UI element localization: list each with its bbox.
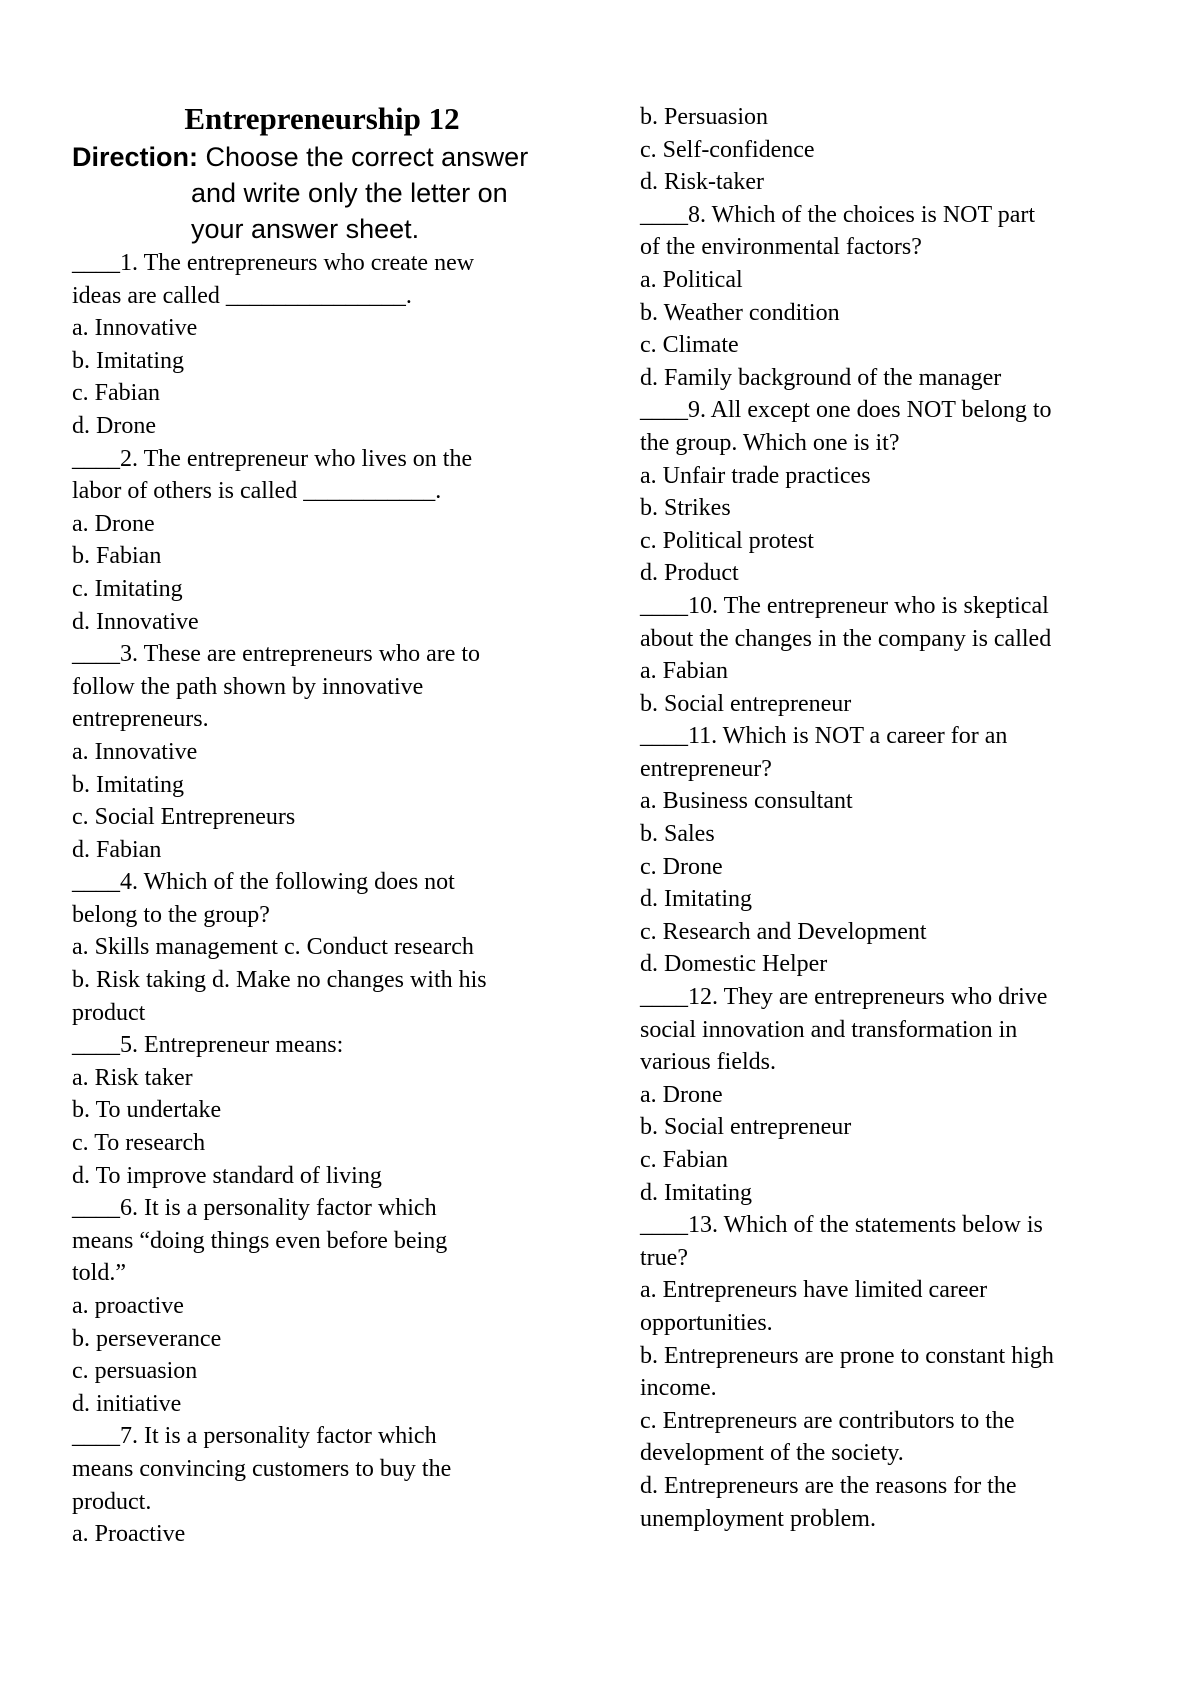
answer-option: c. Climate xyxy=(640,332,739,359)
question-text-line: unemployment problem. xyxy=(640,1505,876,1532)
answer-option: d. Drone xyxy=(72,412,156,439)
answer-option: b. Entrepreneurs are prone to constant high xyxy=(640,1342,1054,1369)
question-text-line: belong to the group? xyxy=(72,901,270,928)
answer-option: d. Entrepreneurs are the reasons for the xyxy=(640,1472,1017,1499)
answer-option: b. Sales xyxy=(640,821,715,848)
question-text-line: of the environmental factors? xyxy=(640,234,922,261)
left-question-list xyxy=(72,247,572,1551)
question-text-line: means “doing things even before being xyxy=(72,1227,448,1254)
question-stem-line: ____9. All except one does NOT belong to xyxy=(640,397,1052,424)
answer-option: b. Weather condition xyxy=(640,299,840,326)
answer-option: c. Self-confidence xyxy=(640,136,815,163)
answer-option: a. Proactive xyxy=(72,1521,186,1548)
question-stem-line: ____10. The entrepreneur who is skeptical xyxy=(640,592,1049,619)
answer-option: c. To research xyxy=(72,1130,206,1157)
question-text-line: about the changes in the company is called xyxy=(640,625,1052,652)
answer-option: a. Drone xyxy=(640,1081,723,1108)
question-stem-line: ____13. Which of the statements below is xyxy=(640,1212,1043,1239)
answer-option: c. Fabian xyxy=(640,1147,728,1173)
question-text-line: product xyxy=(72,999,146,1026)
answer-option: b. Persuasion xyxy=(640,104,768,130)
question-text-line: ideas are called _______________. xyxy=(72,282,412,309)
question-text-line: development of the society. xyxy=(640,1440,904,1467)
answer-option: b. Imitating xyxy=(72,347,184,374)
answer-option: d. Risk-taker xyxy=(640,169,764,196)
question-stem-line: ____8. Which of the choices is NOT part xyxy=(640,201,1036,228)
answer-option: c. Political protest xyxy=(640,527,814,554)
direction-continued xyxy=(72,175,572,247)
answer-option: a. Fabian xyxy=(640,658,728,685)
question-stem-line: ____1. The entrepreneurs who create new xyxy=(72,250,475,276)
answer-option: a. Innovative xyxy=(72,315,198,342)
question-text-line: various fields. xyxy=(640,1049,776,1076)
answer-option: c. Research and Development xyxy=(640,918,927,945)
question-text-line: product. xyxy=(72,1488,152,1515)
answer-option: b. To undertake xyxy=(72,1097,222,1124)
question-text-line: entrepreneurs. xyxy=(72,706,209,733)
direction-line-1: Choose the correct answer xyxy=(205,142,529,172)
question-text-line: social innovation and transformation in xyxy=(640,1016,1018,1043)
answer-option: b. Risk taking d. Make no changes with his xyxy=(72,967,487,994)
answer-option: d. Domestic Helper xyxy=(640,951,828,978)
answer-option: c. Drone xyxy=(640,853,723,880)
answer-option: c. Fabian xyxy=(72,380,160,407)
question-text-line: income. xyxy=(640,1375,717,1402)
answer-option: a. Skills management c. Conduct research xyxy=(72,934,474,961)
question-text-line: means convincing customers to buy the xyxy=(72,1455,452,1482)
answer-option: d. initiative xyxy=(72,1390,182,1417)
question-text-line: told.” xyxy=(72,1260,126,1287)
question-stem-line: ____6. It is a personality factor which xyxy=(72,1195,437,1222)
answer-option: b. Fabian xyxy=(72,543,162,570)
question-text-line: opportunities. xyxy=(640,1309,773,1336)
question-text-line: labor of others is called ___________. xyxy=(72,478,442,505)
direction-line-3: your answer sheet. xyxy=(191,214,420,244)
answer-option: b. Imitating xyxy=(72,771,184,798)
question-stem-line: ____11. Which is NOT a career for an xyxy=(640,723,1008,750)
question-text-line: follow the path shown by innovative xyxy=(72,673,424,700)
question-stem-line: ____5. Entrepreneur means: xyxy=(72,1032,344,1059)
answer-option: d. Innovative xyxy=(72,608,199,635)
answer-option: a. Political xyxy=(640,266,743,293)
answer-option: d. To improve standard of living xyxy=(72,1162,382,1189)
direction-line-2: and write only the letter on xyxy=(191,178,508,208)
question-stem-line: ____12. They are entrepreneurs who drive xyxy=(640,984,1048,1011)
direction-block xyxy=(72,139,572,175)
answer-option: a. Entrepreneurs have limited career xyxy=(640,1277,988,1304)
answer-option: c. Imitating xyxy=(72,575,183,602)
left-column xyxy=(72,100,572,1551)
question-text-line: the group. Which one is it? xyxy=(640,429,900,456)
direction-label: Direction: xyxy=(72,142,199,172)
answer-option: a. Innovative xyxy=(72,738,198,765)
answer-option: c. persuasion xyxy=(72,1358,198,1385)
answer-option: d. Imitating xyxy=(640,886,752,913)
answer-option: b. Strikes xyxy=(640,495,731,522)
page-title: Entrepreneurship 12 xyxy=(184,101,460,136)
answer-option: b. Social entrepreneur xyxy=(640,1114,852,1141)
question-stem-line: ____7. It is a personality factor which xyxy=(72,1423,437,1450)
answer-option: a. Unfair trade practices xyxy=(640,462,871,489)
answer-option: b. Social entrepreneur xyxy=(640,690,852,717)
answer-option: b. perseverance xyxy=(72,1325,222,1352)
question-stem-line: ____4. Which of the following does not xyxy=(72,869,455,896)
answer-option: a. Drone xyxy=(72,510,155,537)
answer-option: a. Business consultant xyxy=(640,788,853,815)
answer-option: a. proactive xyxy=(72,1293,184,1319)
answer-option: d. Product xyxy=(640,560,739,587)
question-stem-line: ____3. These are entrepreneurs who are to xyxy=(72,641,481,668)
right-column xyxy=(640,101,1140,1535)
answer-option: a. Risk taker xyxy=(72,1064,193,1091)
answer-option: d. Imitating xyxy=(640,1179,752,1206)
answer-option: c. Entrepreneurs are contributors to the xyxy=(640,1407,1015,1434)
answer-option: c. Social Entrepreneurs xyxy=(72,804,296,831)
answer-option: d. Fabian xyxy=(72,836,162,863)
right-question-list xyxy=(640,101,1140,1535)
answer-option: d. Family background of the manager xyxy=(640,364,1002,391)
question-text-line: entrepreneur? xyxy=(640,755,772,782)
question-text-line: true? xyxy=(640,1244,688,1271)
question-stem-line: ____2. The entrepreneur who lives on the xyxy=(72,445,473,472)
